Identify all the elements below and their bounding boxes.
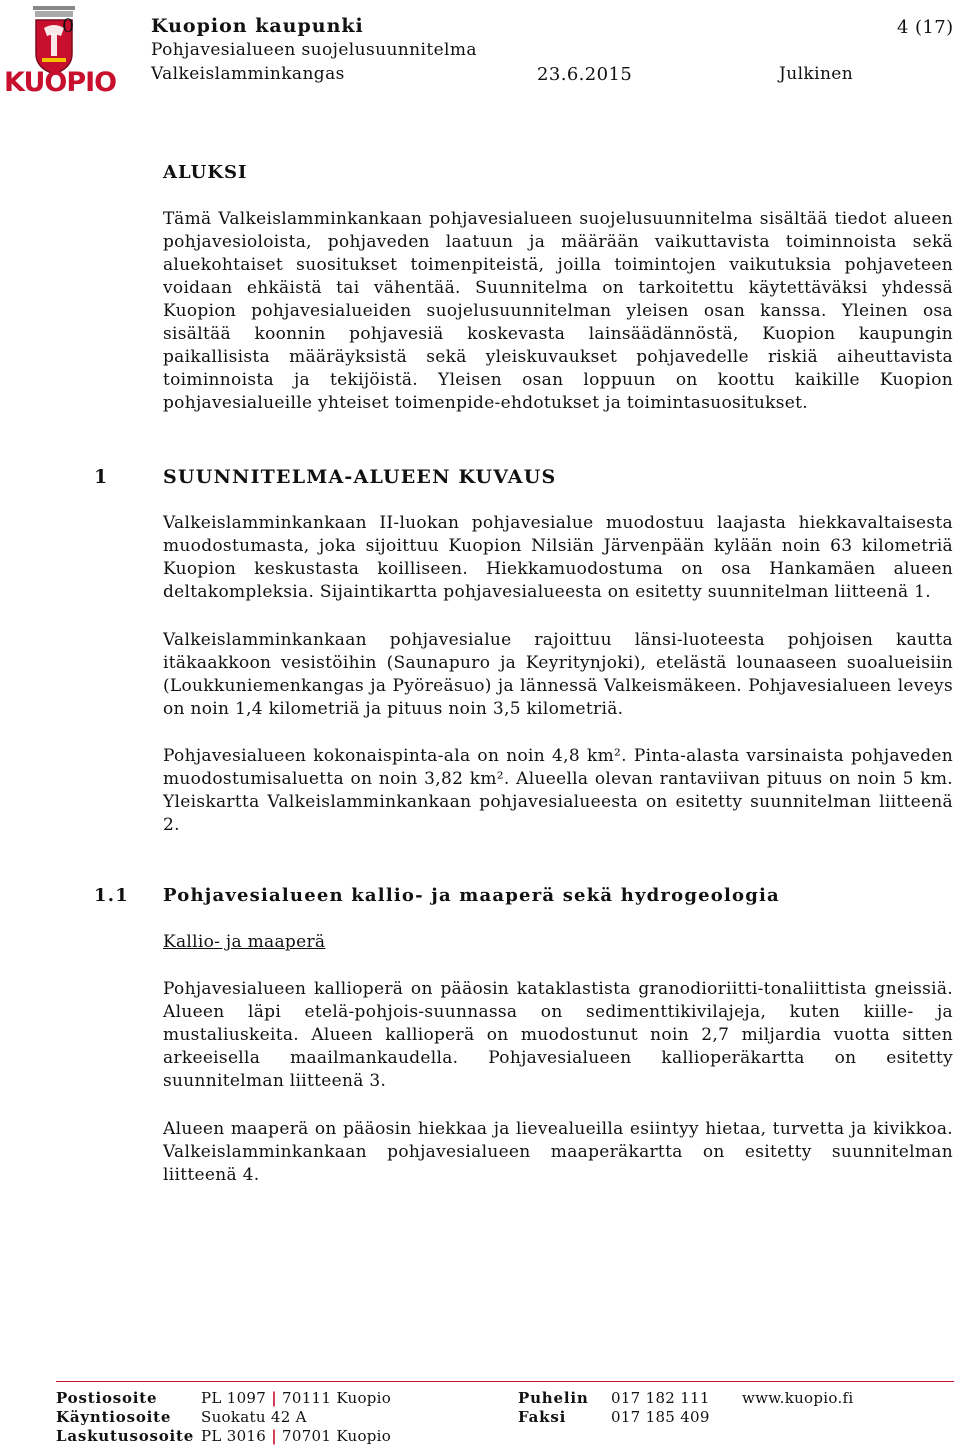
footer-divider <box>56 1381 954 1382</box>
document-title: Pohjavesialueen suojelusuunnitelma <box>151 40 477 60</box>
footer-billing-label: Laskutusosoite <box>56 1427 195 1445</box>
page-prefix-char: 0 <box>62 15 75 37</box>
section-1-paragraph-1: Valkeislamminkankaan II-luokan pohjavesialue muodostuu laajasta hiekkavaltaisesta muodostumasta, joka sijoittuu Kuopion Nilsiän Järvenpään kylään noin 63 kilometriä Kuopion keskustasta koilliseen. Hiekkamuodostuma on osa Hankamäen alueen deltakompleksia. Sijaintikartta pohjavesialueesta on esitetty suunnitelman liitteenä 1. <box>163 513 953 602</box>
section-1-paragraph-2: Valkeislamminkankaan pohjavesialue rajoittuu länsi-luoteesta pohjoisen kautta itäkaakkoon vesistöihin (Saunapuro ja Keyritynjoki), etelästä lounaaseen suoalueisiin (Loukkuniemenkangas ja Pyöreäsuo) ja lännessä Valkeismäkeen. Pohjavesialueen leveys on noin 1,4 kilometriä ja pituus noin 3,5 kilometriä. <box>163 630 953 719</box>
classification: Julkinen <box>779 64 854 84</box>
section-1-1-subheading: Kallio- ja maaperä <box>163 932 326 952</box>
section-1-1-paragraph-2: Alueen maaperä on pääosin hiekkaa ja lievealueilla esiintyy hietaa, turvetta ja kivikkoa. Valkeislamminkankaan pohjavesialueen maaperäkartta on esitetty suunnitelman liitteenä 4. <box>163 1119 953 1185</box>
logo-wordmark: KUOPIO <box>4 67 117 98</box>
section-1-1-paragraph-1: Pohjavesialueen kallioperä on pääosin kataklastista granodioriitti-tonaliittista gneissiä. Alueen läpi etelä-pohjois-suunnassa on sedimenttikivilajeja, kuten kiille- ja mustaliuskeita. Alueen kallioperä on muodostunut noin 2,7 miljardia vuotta sitten arkeeisella maailmankaudella. Pohjavesialueen kallioperäkartta on esitetty suunnitelman liitteenä 3. <box>163 979 953 1091</box>
footer-postal-label: Postiosoite <box>56 1389 158 1407</box>
footer-fax-label: Faksi <box>518 1408 567 1426</box>
section-1-number: 1 <box>94 466 109 488</box>
section-1-heading: SUUNNITELMA-ALUEEN KUVAUS <box>163 466 557 488</box>
footer-website-link[interactable]: www.kuopio.fi <box>742 1389 854 1407</box>
footer-phone-label: Puhelin <box>518 1389 589 1407</box>
aluksi-paragraph: Tämä Valkeislamminkankaan pohjavesialueen suojelusuunnitelma sisältää tiedot alueen pohjavesioloista, pohjaveden laatuun ja määrään vaikuttavista toiminnoista sekä aluekohtaiset suositukset toimenpiteistä, joilla toimintojen vaikutuksia pohjaveteen voidaan ehkäistä tai vähentää. Suunnitelma on tarkoitettu käytettäväksi yhdessä Kuopion pohjavesialueiden suojelusuunnitelman yleisen osan kanssa. Yleinen osa sisältää koonnin pohjavesiä koskevasta lainsäädännöstä, Kuopion kaupungin paikallisista määräyksistä sekä yleiskuvaukset pohjavedelle riskiä aiheuttavista toiminnoista ja tekijöistä. Yleisen osan loppuun on koottu kaikille Kuopion pohjavesialueille yhteiset toimenpide-ehdotukset ja toimintasuositukset. <box>163 209 953 413</box>
footer-visit-address: Suokatu 42 A <box>201 1408 307 1426</box>
section-1-1-heading: Pohjavesialueen kallio- ja maaperä sekä hydrogeologia <box>163 885 780 906</box>
document-date: 23.6.2015 <box>537 64 633 85</box>
footer-phone-number: 017 182 111 <box>611 1389 710 1407</box>
footer-postal-address: PL 1097 | 70111 Kuopio <box>201 1389 392 1407</box>
section-1-paragraph-3: Pohjavesialueen kokonaispinta-ala on noin 4,8 km². Pinta-alasta varsinaista pohjaveden muodostumisaluetta on noin 3,82 km². Alueella olevan rantaviivan pituus on noin 5 km. Yleiskartta Valkeislamminkankaan pohjavesialueesta on esitetty suunnitelman liitteenä 2. <box>163 746 953 835</box>
area-name: Valkeislamminkangas <box>151 64 345 84</box>
section-1-1-number: 1.1 <box>94 885 129 906</box>
footer-billing-address: PL 3016 | 70701 Kuopio <box>201 1427 392 1445</box>
kuopio-logo <box>4 6 117 101</box>
organization-name: Kuopion kaupunki <box>151 15 364 37</box>
footer-visit-label: Käyntiosoite <box>56 1408 172 1426</box>
aluksi-heading: ALUKSI <box>163 162 248 183</box>
page-number: 4 (17) <box>897 17 954 38</box>
footer-fax-number: 017 185 409 <box>611 1408 710 1426</box>
